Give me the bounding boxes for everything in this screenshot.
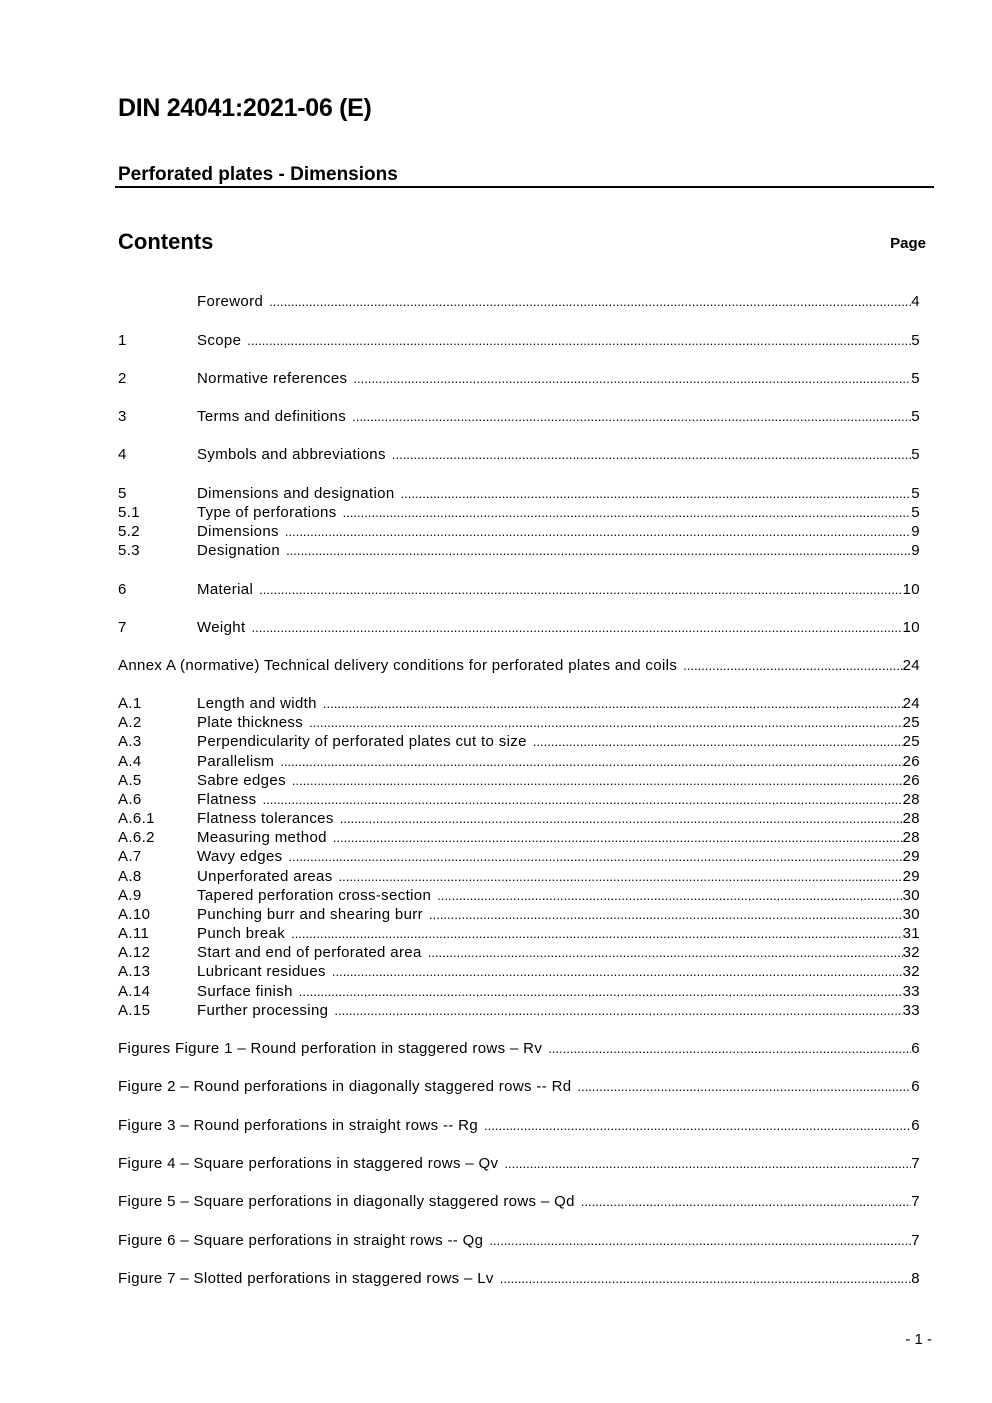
toc-leader — [259, 580, 902, 599]
toc-page: 7 — [911, 1155, 920, 1172]
toc-entry[interactable] — [118, 713, 920, 732]
toc-title: Parallelism — [197, 753, 275, 770]
toc-entry[interactable] — [118, 1154, 920, 1173]
toc-number: A.11 — [118, 925, 150, 942]
toc-leader — [339, 867, 903, 886]
toc-entry[interactable] — [118, 847, 920, 866]
toc-leader — [247, 331, 911, 350]
toc-entry[interactable] — [118, 809, 920, 828]
toc-number: A.6.2 — [118, 829, 155, 846]
toc-leader — [288, 847, 902, 866]
toc-title: Annex A (normative) Technical delivery conditions for perforated plates and coils — [118, 657, 678, 674]
toc-entry[interactable] — [118, 694, 920, 713]
toc-leader — [504, 1154, 911, 1173]
toc-title: Unperforated areas — [197, 868, 333, 885]
toc-number: 5.1 — [118, 504, 140, 521]
toc-leader — [429, 905, 903, 924]
toc-title: Figure 4 – Square perforations in staggered rows – Qv — [118, 1155, 499, 1172]
toc-entry[interactable] — [118, 618, 920, 637]
toc-page: 26 — [902, 753, 920, 770]
toc-number: A.1 — [118, 695, 142, 712]
toc-entry[interactable] — [118, 905, 920, 924]
toc-entry[interactable] — [118, 522, 920, 541]
toc-page: 25 — [902, 733, 920, 750]
toc-number: A.10 — [118, 906, 151, 923]
toc-number: 4 — [118, 446, 127, 463]
toc-page: 4 — [911, 293, 920, 310]
toc-page: 5 — [911, 504, 920, 521]
toc-leader — [577, 1077, 911, 1096]
toc-page: 6 — [911, 1040, 920, 1057]
toc-entry[interactable] — [118, 1231, 920, 1250]
toc-title: Wavy edges — [197, 848, 283, 865]
toc-page: 6 — [911, 1078, 920, 1095]
page-column-heading: Page — [890, 235, 926, 252]
toc-entry[interactable] — [118, 943, 920, 962]
toc-page: 10 — [902, 581, 920, 598]
toc-number: A.6 — [118, 791, 142, 808]
toc-page: 28 — [902, 791, 920, 808]
toc-entry[interactable] — [118, 503, 920, 522]
toc-entry[interactable] — [118, 962, 920, 981]
toc-entry[interactable] — [118, 484, 920, 503]
toc-title: Start and end of perforated area — [197, 944, 422, 961]
toc-page: 10 — [902, 619, 920, 636]
toc-number: A.2 — [118, 714, 142, 731]
toc-page: 25 — [902, 714, 920, 731]
toc-entry[interactable] — [118, 369, 920, 388]
toc-page: 33 — [902, 1002, 920, 1019]
toc-title: Flatness tolerances — [197, 810, 334, 827]
toc-entry[interactable] — [118, 1039, 920, 1058]
toc-page: 30 — [902, 906, 920, 923]
toc-title: Figure 7 – Slotted perforations in staggered rows – Lv — [118, 1270, 494, 1287]
toc-title: Figures Figure 1 – Round perforation in staggered rows – Rv — [118, 1040, 543, 1057]
toc-number: 7 — [118, 619, 127, 636]
toc-page: 8 — [911, 1270, 920, 1287]
toc-entry[interactable] — [118, 656, 920, 675]
toc-entry[interactable] — [118, 828, 920, 847]
toc-leader — [263, 790, 903, 809]
toc-title: Dimensions and designation — [197, 485, 395, 502]
toc-number: 1 — [118, 332, 127, 349]
toc-title: Plate thickness — [197, 714, 304, 731]
toc-page: 29 — [902, 868, 920, 885]
toc-page: 30 — [902, 887, 920, 904]
toc-leader — [437, 886, 902, 905]
toc-number: A.14 — [118, 983, 151, 1000]
toc-page: 5 — [911, 446, 920, 463]
toc-title: Figure 2 – Round perforations in diagonally staggered rows -- Rd — [118, 1078, 572, 1095]
toc-entry[interactable] — [118, 924, 920, 943]
toc-page: 24 — [902, 657, 920, 674]
toc-number: A.13 — [118, 963, 151, 980]
toc-leader — [500, 1269, 912, 1288]
toc-leader — [401, 484, 912, 503]
toc-entry[interactable] — [118, 886, 920, 905]
toc-number: 5.2 — [118, 523, 140, 540]
document-number: DIN 24041:2021-06 (E) — [118, 94, 372, 122]
toc-number: A.8 — [118, 868, 142, 885]
toc-leader — [484, 1116, 911, 1135]
toc-number: 6 — [118, 581, 127, 598]
toc-leader — [334, 1001, 902, 1020]
toc-number: 5 — [118, 485, 127, 502]
toc-title: Figure 3 – Round perforations in straight rows -- Rg — [118, 1117, 479, 1134]
toc-page: 26 — [902, 772, 920, 789]
toc-page: 32 — [902, 963, 920, 980]
page-number-footer: - 1 - — [905, 1331, 932, 1348]
toc-title: Figure 6 – Square perforations in straight rows -- Qg — [118, 1232, 484, 1249]
toc-number: A.7 — [118, 848, 142, 865]
toc-leader — [392, 445, 911, 464]
toc-leader — [286, 541, 911, 560]
toc-title: Surface finish — [197, 983, 293, 1000]
toc-leader — [309, 713, 902, 732]
toc-entry[interactable] — [118, 867, 920, 886]
toc-entry[interactable] — [118, 1116, 920, 1135]
toc-title: Flatness — [197, 791, 257, 808]
toc-leader — [489, 1231, 911, 1250]
toc-page: 9 — [911, 523, 920, 540]
toc-entry[interactable] — [118, 732, 920, 751]
toc-leader — [343, 503, 912, 522]
toc-title: Length and width — [197, 695, 317, 712]
toc-page: 9 — [911, 542, 920, 559]
toc-page: 5 — [911, 485, 920, 502]
toc-title: Further processing — [197, 1002, 329, 1019]
toc-entry[interactable] — [118, 407, 920, 426]
toc-entry[interactable] — [118, 752, 920, 771]
toc-leader — [332, 962, 903, 981]
toc-leader — [285, 522, 911, 541]
toc-entry[interactable] — [118, 580, 920, 599]
toc-leader — [340, 809, 903, 828]
toc-entry[interactable] — [118, 771, 920, 790]
toc-title: Foreword — [197, 293, 264, 310]
toc-leader — [252, 618, 903, 637]
toc-title: Scope — [197, 332, 242, 349]
toc-title: Lubricant residues — [197, 963, 326, 980]
toc-leader — [581, 1192, 911, 1211]
toc-number: A.12 — [118, 944, 151, 961]
toc-entry[interactable] — [118, 445, 920, 464]
toc-title: Punch break — [197, 925, 286, 942]
toc-entry[interactable] — [118, 790, 920, 809]
toc-leader — [333, 828, 903, 847]
toc-number: A.6.1 — [118, 810, 155, 827]
toc-number: A.3 — [118, 733, 142, 750]
toc-leader — [299, 982, 903, 1001]
toc-page: 28 — [902, 829, 920, 846]
table-of-contents — [118, 0, 920, 1403]
toc-title: Perpendicularity of perforated plates cut to size — [197, 733, 527, 750]
toc-entry[interactable] — [118, 292, 920, 311]
contents-heading: Contents — [118, 229, 214, 254]
toc-page: 33 — [902, 983, 920, 1000]
toc-entry[interactable] — [118, 541, 920, 560]
toc-leader — [428, 943, 903, 962]
toc-entry[interactable] — [118, 1077, 920, 1096]
toc-entry[interactable] — [118, 982, 920, 1001]
toc-number: 5.3 — [118, 542, 140, 559]
toc-leader — [323, 694, 903, 713]
toc-number: 3 — [118, 408, 127, 425]
document-subtitle: Perforated plates - Dimensions — [118, 164, 398, 185]
toc-page: 29 — [902, 848, 920, 865]
toc-title: Type of perforations — [197, 504, 337, 521]
toc-title: Figure 5 – Square perforations in diagonally staggered rows – Qd — [118, 1193, 575, 1210]
toc-title: Sabre edges — [197, 772, 286, 789]
toc-page: 7 — [911, 1193, 920, 1210]
toc-page: 24 — [902, 695, 920, 712]
toc-title: Symbols and abbreviations — [197, 446, 386, 463]
toc-page: 31 — [902, 925, 920, 942]
toc-page: 6 — [911, 1117, 920, 1134]
toc-leader — [269, 292, 911, 311]
toc-title: Designation — [197, 542, 281, 559]
toc-entry[interactable] — [118, 1269, 920, 1288]
toc-page: 28 — [902, 810, 920, 827]
toc-number: A.5 — [118, 772, 142, 789]
toc-leader — [280, 752, 902, 771]
toc-title: Weight — [197, 619, 246, 636]
toc-leader — [533, 732, 903, 751]
toc-leader — [548, 1039, 911, 1058]
toc-leader — [291, 924, 903, 943]
toc-title: Material — [197, 581, 254, 598]
toc-leader — [352, 407, 911, 426]
toc-number: A.15 — [118, 1002, 151, 1019]
toc-page: 32 — [902, 944, 920, 961]
toc-page: 5 — [911, 370, 920, 387]
toc-entry[interactable] — [118, 1001, 920, 1020]
toc-entry[interactable] — [118, 331, 920, 350]
toc-title: Tapered perforation cross-section — [197, 887, 432, 904]
toc-leader — [292, 771, 903, 790]
toc-page: 5 — [911, 332, 920, 349]
toc-title: Terms and definitions — [197, 408, 347, 425]
toc-title: Measuring method — [197, 829, 327, 846]
toc-page: 5 — [911, 408, 920, 425]
toc-leader — [683, 656, 902, 675]
toc-page: 7 — [911, 1232, 920, 1249]
toc-title: Normative references — [197, 370, 348, 387]
toc-number: A.4 — [118, 753, 142, 770]
toc-number: A.9 — [118, 887, 142, 904]
toc-entry[interactable] — [118, 1192, 920, 1211]
toc-leader — [353, 369, 911, 388]
toc-title: Punching burr and shearing burr — [197, 906, 423, 923]
toc-title: Dimensions — [197, 523, 279, 540]
toc-number: 2 — [118, 370, 127, 387]
